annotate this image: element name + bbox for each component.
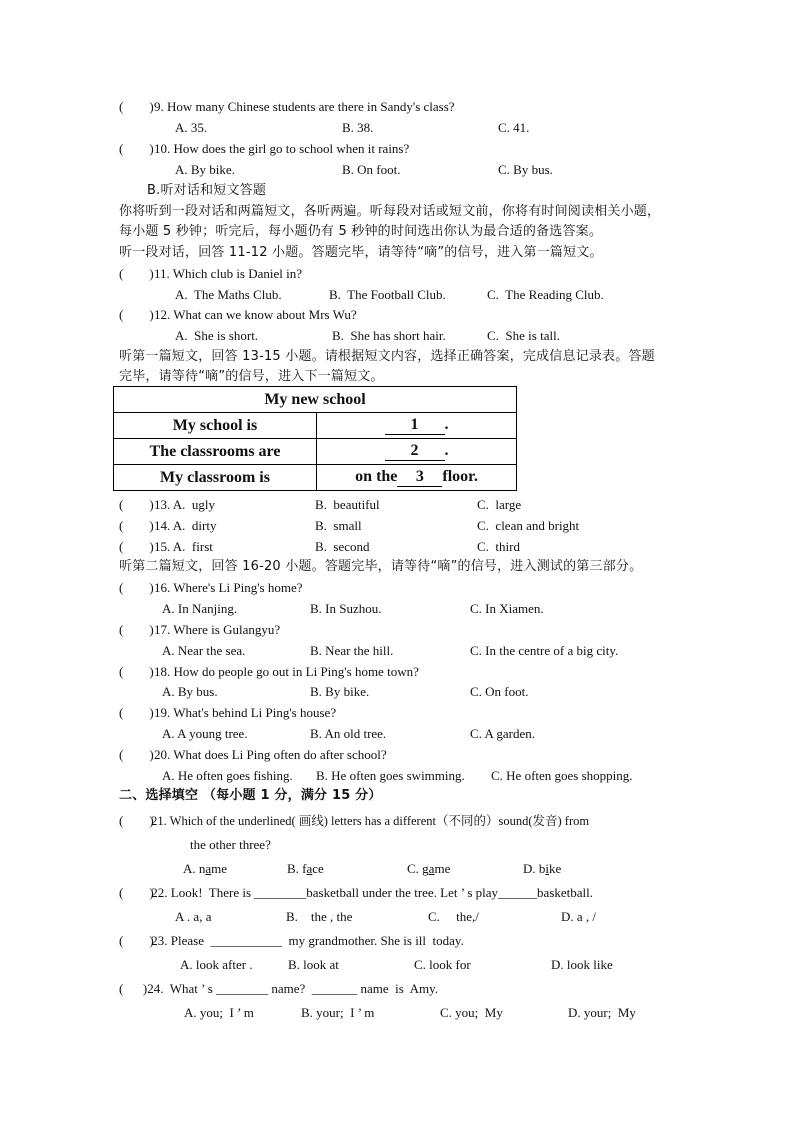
instruction-2: 听一段对话，回答 11-12 小题。答题完毕，请等待“嘀”的信号，进入第一篇短文。 (119, 245, 603, 260)
table-row-value (317, 439, 517, 465)
table-blank-suffix: . (444, 416, 449, 433)
q11-option-b: B. The Football Club. (329, 287, 446, 302)
info-record-table (113, 386, 517, 491)
q11-option-c: C. The Reading Club. (487, 287, 604, 302)
q21-option-b: B. face (287, 861, 324, 876)
q12-stem: 12. What can we know about Mrs Wu? (154, 307, 357, 322)
q14-paren: ( ) (119, 518, 154, 533)
q21-paren: ( ) (119, 813, 154, 828)
q15-option-b: B. second (315, 539, 370, 554)
q19-option-c: C. A garden. (470, 726, 535, 741)
q17-option-a: A. Near the sea. (162, 643, 246, 658)
q18-stem: 18. How do people go out in Li Ping's home town? (154, 664, 419, 679)
q23-option-a: A. look after . (180, 957, 253, 972)
table-row-label: The classrooms are (114, 439, 317, 465)
q9-option-c: C. 41. (498, 120, 530, 135)
q20-paren: ( ) (119, 747, 154, 762)
q9-option-a: A. 35. (175, 120, 208, 135)
q12-paren: ( ) (119, 307, 154, 322)
q18-paren: ( ) (119, 664, 154, 679)
instruction-1-line-1: 你将听到一段对话和两篇短文，各听两遍。听每段对话或短文前，你将有时间阅读相关小题， (119, 204, 661, 219)
q19-option-b: B. An old tree. (310, 726, 387, 741)
underlined-letter: a (306, 861, 313, 876)
q14-stem: 14. A. dirty (154, 518, 217, 533)
q21-stem-line-1: 21. Which of the underlined( 画线) letters has a different（不同的）sound(发音) from (148, 814, 590, 828)
table-row-value (317, 413, 517, 439)
q19-paren: ( ) (119, 705, 154, 720)
instruction-1-line-2: 每小题 5 秒钟；听完后，每小题仍有 5 秒钟的时间选出你认为最合适的备选答案。 (119, 224, 603, 239)
q9-option-b: B. 38. (342, 120, 374, 135)
underlined-letter: i (545, 861, 550, 876)
q20-option-b: B. He often goes swimming. (316, 768, 465, 783)
q22-stem: 22. Look! There is ________basketball under the tree. Let ’ s play______basketball. (148, 885, 594, 900)
instruction-3-line-1: 听第一篇短文，回答 13-15 小题。请根据短文内容，选择正确答案，完成信息记录表。答题 (119, 349, 655, 364)
q16-paren: ( ) (119, 580, 154, 595)
table-row-label: My classroom is (114, 465, 317, 491)
q10-option-a: A. By bike. (175, 162, 235, 177)
table-blank-suffix: floor. (442, 468, 478, 485)
q15-stem: 15. A. first (154, 539, 213, 554)
q13-paren: ( ) (119, 497, 154, 512)
q14-option-c: C. clean and bright (477, 518, 580, 533)
q22-option-b: B. the , the (286, 909, 353, 924)
q19-stem: 19. What's behind Li Ping's house? (154, 705, 337, 720)
q20-option-a: A. He often goes fishing. (162, 768, 293, 783)
q20-option-c: C. He often goes shopping. (491, 768, 633, 783)
q23-option-b: B. look at (288, 957, 339, 972)
q17-stem: 17. Where is Gulangyu? (154, 622, 281, 637)
q10-stem: 10. How does the girl go to school when it rains? (154, 141, 410, 156)
q14-option-b: B. small (315, 518, 362, 533)
q16-option-a: A. In Nanjing. (162, 601, 238, 616)
underlined-letter: a (428, 861, 435, 876)
table-blank: 1 (385, 416, 445, 435)
q21-option-d: D. bike (523, 861, 562, 876)
q10-option-b: B. On foot. (342, 162, 401, 177)
q21-option-c: C. game (407, 861, 451, 876)
table-blank-prefix: on the (355, 468, 398, 485)
q11-option-a: A. The Maths Club. (175, 287, 282, 302)
instruction-4: 听第二篇短文，回答 16-20 小题。答题完毕，请等待“嘀”的信号，进入测试的第三部分。 (119, 559, 643, 574)
q24-paren: ( ) (119, 981, 148, 996)
q24-option-d: D. your; My (568, 1005, 636, 1020)
q13-option-c: C. large (477, 497, 522, 512)
q16-stem: 16. Where's Li Ping's home? (154, 580, 303, 595)
q21-option-a: A. name (183, 861, 228, 876)
q12-option-a: A. She is short. (175, 328, 259, 343)
q10-option-c: C. By bus. (498, 162, 553, 177)
table-row-value (317, 465, 517, 491)
q18-option-c: C. On foot. (470, 684, 529, 699)
q20-stem: 20. What does Li Ping often do after school? (154, 747, 387, 762)
q11-paren: ( ) (119, 266, 154, 281)
q13-stem: 13. A. ugly (154, 497, 216, 512)
q23-option-c: C. look for (414, 957, 471, 972)
table-blank: 3 (397, 468, 442, 487)
q22-option-d: D. a , / (561, 909, 597, 924)
q18-option-a: A. By bus. (162, 684, 218, 699)
q24-option-b: B. your; I ’ m (301, 1005, 375, 1020)
q23-paren: ( ) (119, 933, 154, 948)
section-2-title: 二、选择填空 （每小题 1 分，满分 15 分） (119, 788, 382, 803)
q12-option-b: B. She has short hair. (332, 328, 446, 343)
q17-paren: ( ) (119, 622, 154, 637)
q22-paren: ( ) (119, 885, 154, 900)
q19-option-a: A. A young tree. (162, 726, 248, 741)
q18-option-b: B. By bike. (310, 684, 370, 699)
q11-stem: 11. Which club is Daniel in? (154, 266, 303, 281)
q24-option-c: C. you; My (440, 1005, 503, 1020)
table-row-label: My school is (114, 413, 317, 439)
q15-option-c: C. third (477, 539, 520, 554)
table-blank: 2 (385, 442, 445, 461)
q24-option-a: A. you; I ’ m (184, 1005, 254, 1020)
q17-option-b: B. Near the hill. (310, 643, 394, 658)
q15-paren: ( ) (119, 539, 154, 554)
q23-option-d: D. look like (551, 957, 613, 972)
q13-option-b: B. beautiful (315, 497, 380, 512)
table-blank-suffix: . (444, 442, 449, 459)
q12-option-c: C. She is tall. (487, 328, 560, 343)
q24-stem: 24. What ’ s ________ name? _______ name is Amy. (144, 981, 439, 996)
q16-option-b: B. In Suzhou. (310, 601, 382, 616)
table-title: My new school (114, 387, 517, 413)
q9-stem: 9. How many Chinese students are there in Sandy's class? (154, 99, 455, 114)
instruction-3-line-2: 完毕，请等待“嘀”的信号，进入下一篇短文。 (119, 369, 384, 384)
q10-paren: ( ) (119, 141, 154, 156)
q9-paren: ( ) (119, 99, 154, 114)
underlined-letter: a (205, 861, 212, 876)
q21-stem-line-2: the other three? (190, 837, 271, 852)
q23-stem: 23. Please ___________ my grandmother. She is ill today. (148, 933, 464, 948)
q17-option-c: C. In the centre of a big city. (470, 643, 619, 658)
q22-option-c: C. the,/ (428, 909, 479, 924)
q22-option-a: A . a, a (175, 909, 212, 924)
q16-option-c: C. In Xiamen. (470, 601, 544, 616)
section-b-title: B.听对话和短文答题 (147, 183, 267, 198)
